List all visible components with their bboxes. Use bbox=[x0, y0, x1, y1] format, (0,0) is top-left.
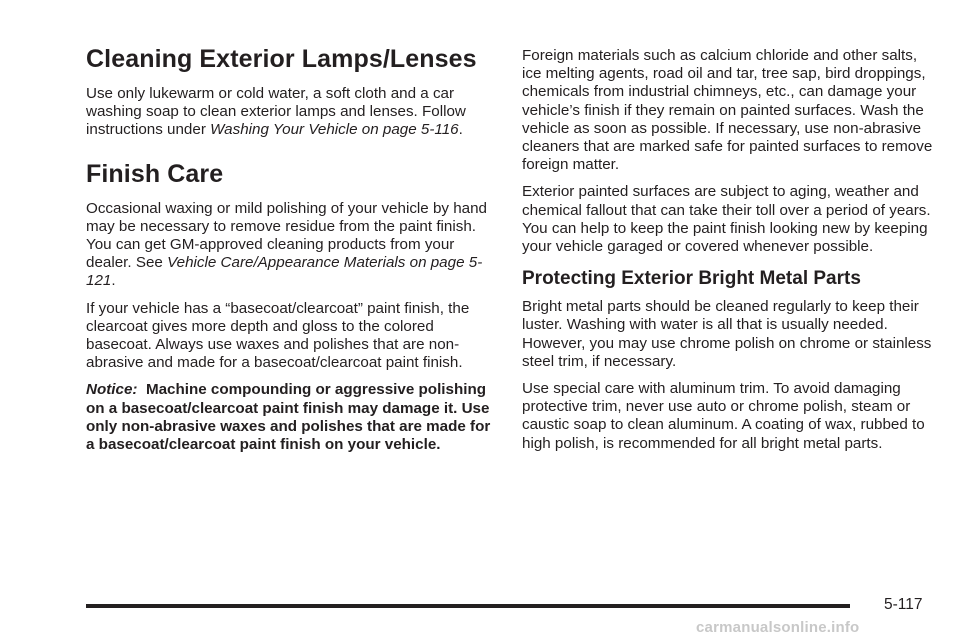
paragraph-finish-care-end: . bbox=[111, 272, 116, 290]
heading-bright-metal: Protecting Exterior Bright Metal Parts bbox=[522, 268, 861, 290]
notice-paragraph bbox=[86, 381, 496, 454]
link-washing-vehicle[interactable]: Washing Your Vehicle on page 5-116 bbox=[210, 121, 459, 139]
right-column bbox=[522, 47, 936, 462]
paragraph-aging: Exterior painted surfaces are subject to aging, weather and chemical fallout that can take their toll over a period of years. You can help to keep the paint finish looking new by keeping your vehicle garaged or covered whenever possible. bbox=[522, 183, 931, 256]
footer-rule bbox=[86, 604, 850, 608]
paragraph-finish-care-text: Occasional waxing or mild polishing of your vehicle by hand may be necessary to remove residue from the paint finish. You can get GM-approved cleaning products from your dealer. See bbox=[86, 199, 487, 272]
page-number: 5-117 bbox=[884, 596, 923, 613]
paragraph-lamps bbox=[86, 85, 496, 140]
paragraph-lamps-text: Use only lukewarm or cold water, a soft cloth and a car washing soap to clean exterior lamps and lenses. Follow instructions under bbox=[86, 85, 466, 139]
paragraph-bright-metal: Bright metal parts should be cleaned regularly to keep their luster. Washing with water is all that is usually needed. However, you may use chrome polish on chrome or stainless steel trim, if necessary. bbox=[522, 298, 932, 370]
heading-finish-care: Finish Care bbox=[86, 159, 224, 188]
link-appearance-materials[interactable]: Vehicle Care/Appearance Materials on page 5-121 bbox=[86, 254, 483, 290]
paragraph-foreign-materials: Foreign materials such as calcium chloride and other salts, ice melting agents, road oil and tar, tree sap, bird droppings, chemicals from industrial chimneys, etc., can damage your vehicle’s finish if they remain on painted surfaces. Wash the vehicle as soon as possible. If necessary, use non-abrasive cleaners that are marked safe for painted surfaces to remove foreign matter. bbox=[522, 47, 933, 174]
heading-cleaning-lamps: Cleaning Exterior Lamps/Lenses bbox=[86, 45, 477, 73]
paragraph-aluminum: Use special care with aluminum trim. To avoid damaging protective trim, never use auto or chrome polish, steam or caustic soap to clean aluminum. A coating of wax, rubbed to high polish, is recommended for all bright metal parts. bbox=[522, 380, 925, 452]
notice-label: Notice: bbox=[86, 381, 138, 399]
paragraph-basecoat: If your vehicle has a “basecoat/clearcoat” paint finish, the clearcoat gives more depth and gloss to the colored basecoat. Always use waxes and polishes that are non-abrasive and made for a basecoat/clearcoat paint finish. bbox=[86, 299, 470, 372]
left-column bbox=[86, 44, 496, 463]
watermark: carmanualsonline.info bbox=[696, 619, 860, 636]
paragraph-finish-care bbox=[86, 200, 496, 291]
paragraph-lamps-end: . bbox=[458, 121, 463, 139]
notice-body: Machine compounding or aggressive polishing on a basecoat/clearcoat paint finish may damage it. Use only non-abrasive waxes and polishes that are made for a basecoat/clearcoat paint finish on your vehicle. bbox=[86, 381, 491, 454]
